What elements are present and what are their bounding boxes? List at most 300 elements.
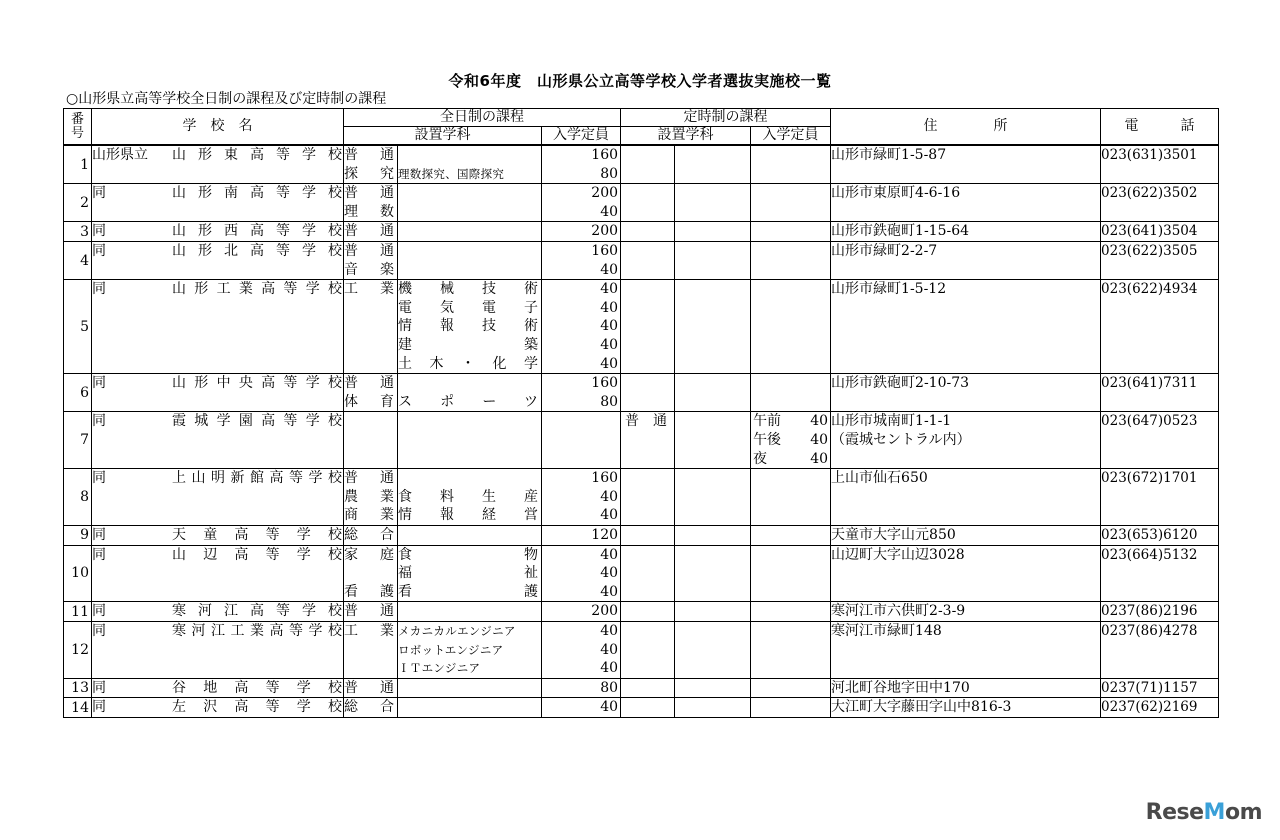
- fulltime-subdept-cell: [398, 184, 542, 222]
- school-title: 谷地高等学校: [172, 679, 342, 696]
- header-fulltime-cap: 入学定員: [542, 127, 621, 146]
- fulltime-subdept-cell: [398, 145, 542, 184]
- parttime-dept-cell: [621, 678, 675, 698]
- school-name-cell: [92, 145, 344, 184]
- phone-cell: [1101, 280, 1219, 374]
- fulltime-dept: 普 通: [344, 223, 394, 240]
- fulltime-capacity-cell: [542, 525, 621, 545]
- table-row: [64, 678, 1219, 698]
- school-name: [92, 602, 343, 621]
- fulltime-subdept: 食料生産: [398, 488, 538, 505]
- fulltime-dept-cell: [344, 412, 398, 469]
- table-row: [64, 621, 1219, 678]
- parttime-dept-cell: [621, 621, 675, 678]
- fulltime-subdept: 機械技術: [398, 281, 538, 298]
- fulltime-dept: 普 通: [344, 242, 394, 259]
- fulltime-subdept-cell: [398, 469, 542, 526]
- parttime-capacity: [751, 431, 830, 450]
- address-cell: [831, 280, 1101, 374]
- address-line: 山辺町大字山辺3028: [831, 546, 965, 563]
- fulltime-subdept: [398, 412, 541, 431]
- fulltime-subdept: [398, 374, 541, 393]
- fulltime-subdept: [398, 184, 541, 203]
- fulltime-capacity-cell: [542, 678, 621, 698]
- school-title: 山形北高等学校: [172, 242, 342, 259]
- address-line: 山形市緑町2-2-7: [831, 242, 938, 259]
- fulltime-subdept-cell: [398, 280, 542, 374]
- parttime-dept-cell: [621, 545, 675, 602]
- fulltime-capacity-cell: [542, 602, 621, 622]
- fulltime-dept: 総 合: [344, 699, 394, 716]
- phone-cell: [1101, 525, 1219, 545]
- parttime-subdept-cell: [675, 241, 751, 279]
- school-title: 山辺高等学校: [172, 546, 342, 563]
- row-number: 11: [64, 602, 92, 622]
- fulltime-dept-cell: [344, 621, 398, 678]
- parttime-capacity-cell: [751, 280, 831, 374]
- fulltime-subdept: [398, 602, 541, 621]
- fulltime-subdept-cell: [398, 698, 542, 718]
- school-title: 寒河江高等学校: [172, 603, 342, 620]
- fulltime-subdept: [398, 261, 541, 280]
- fulltime-dept-cell: [344, 678, 398, 698]
- fulltime-capacity: [542, 431, 618, 450]
- fulltime-capacity: [542, 412, 618, 431]
- header-fulltime: 全日制の課程: [344, 109, 621, 127]
- fulltime-subdept: 建築: [398, 336, 538, 353]
- address-line: 河北町谷地字田中170: [831, 679, 970, 696]
- parttime-capacity-cell: [751, 545, 831, 602]
- phone-number: 023(622)4934: [1101, 281, 1198, 298]
- fulltime-dept: 理 数: [344, 203, 394, 220]
- fulltime-subdept-cell: [398, 374, 542, 412]
- table-row: [64, 545, 1219, 602]
- fulltime-subdept: [398, 222, 541, 241]
- fulltime-subdept-cell: [398, 525, 542, 545]
- parttime-subdept-cell: [675, 545, 751, 602]
- fulltime-subdept: 理数探究、国際探究: [398, 166, 505, 181]
- school-prefecture: 同: [92, 546, 106, 563]
- fulltime-dept: 総 合: [344, 526, 394, 543]
- fulltime-dept-cell: [344, 222, 398, 242]
- fulltime-capacity: 200: [591, 223, 619, 240]
- resemom-logo: ReseMom: [1145, 800, 1262, 825]
- address-cell: [831, 184, 1101, 222]
- school-name-cell: [92, 698, 344, 718]
- fulltime-dept-cell: [344, 241, 398, 279]
- fulltime-dept: [344, 299, 397, 318]
- fulltime-capacity-cell: [542, 280, 621, 374]
- school-prefecture: 同: [92, 242, 106, 259]
- fulltime-capacity: 40: [600, 546, 619, 563]
- school-prefecture: 同: [92, 413, 106, 430]
- phone-cell: [1101, 222, 1219, 242]
- fulltime-dept-cell: [344, 469, 398, 526]
- phone-number: 023(641)7311: [1101, 375, 1198, 392]
- fulltime-capacity: 40: [600, 565, 619, 582]
- parttime-capacity-cell: [751, 525, 831, 545]
- fulltime-dept: [344, 564, 397, 583]
- address-line: 上山市仙石650: [831, 470, 928, 487]
- phone-cell: [1101, 545, 1219, 602]
- parttime-capacity-cell: [751, 145, 831, 184]
- school-prefecture: 同: [92, 526, 106, 543]
- address-line: 天童市大字山元850: [831, 526, 956, 543]
- fulltime-capacity: 120: [591, 526, 619, 543]
- parttime-subdept-cell: [675, 145, 751, 184]
- phone-cell: [1101, 145, 1219, 184]
- school-name: [92, 184, 343, 203]
- fulltime-capacity: 40: [600, 641, 619, 658]
- fulltime-dept-cell: [344, 525, 398, 545]
- parttime-dept-cell: [621, 222, 675, 242]
- row-number: 7: [64, 412, 92, 469]
- table-row: [64, 525, 1219, 545]
- school-prefecture: 同: [92, 622, 106, 639]
- parttime-capacity-cell: [751, 621, 831, 678]
- school-name-cell: [92, 525, 344, 545]
- fulltime-subdept: 電気電子: [398, 299, 538, 316]
- fulltime-subdept: 福祉: [398, 565, 538, 582]
- fulltime-capacity: 160: [591, 470, 619, 487]
- fulltime-capacity: 80: [600, 393, 619, 410]
- fulltime-subdept: ロボットエンジニア: [398, 642, 504, 657]
- school-name-cell: [92, 184, 344, 222]
- address-line: 山形市鉄砲町1-15-64: [831, 223, 970, 240]
- address-cell: [831, 469, 1101, 526]
- school-name-cell: [92, 412, 344, 469]
- fulltime-capacity-cell: [542, 698, 621, 718]
- fulltime-capacity: 80: [600, 165, 619, 182]
- table-row: [64, 241, 1219, 279]
- fulltime-capacity: 40: [600, 299, 619, 316]
- fulltime-dept: 探 究: [344, 165, 394, 182]
- parttime-dept-cell: [621, 698, 675, 718]
- school-name-cell: [92, 374, 344, 412]
- fulltime-capacity-cell: [542, 145, 621, 184]
- school-title: 山形南高等学校: [172, 185, 342, 202]
- school-title: 寒河江工業高等学校: [172, 622, 342, 639]
- fulltime-dept: 普 通: [344, 375, 394, 392]
- parttime-capacity: [751, 412, 830, 431]
- parttime-dept-cell: [621, 374, 675, 412]
- school-prefecture: 同: [92, 375, 106, 392]
- fulltime-capacity: 40: [600, 488, 619, 505]
- fulltime-dept: [344, 412, 397, 431]
- phone-number: 0237(71)1157: [1101, 679, 1198, 696]
- school-name: [92, 679, 343, 698]
- fulltime-capacity: 80: [600, 679, 619, 696]
- fulltime-capacity: 40: [600, 507, 619, 524]
- fulltime-dept: [344, 450, 397, 469]
- fulltime-subdept: [398, 242, 541, 261]
- address-line: 山形市緑町1-5-87: [831, 147, 947, 163]
- parttime-dept-cell: [621, 184, 675, 222]
- parttime-dept-cell: [621, 241, 675, 279]
- school-title: 左沢高等学校: [172, 699, 342, 716]
- parttime-capacity-cell: [751, 241, 831, 279]
- fulltime-subdept: [398, 450, 541, 469]
- school-name: [92, 222, 343, 241]
- fulltime-dept: 家 庭: [344, 546, 394, 563]
- school-name: [92, 622, 343, 641]
- fulltime-capacity: [542, 450, 618, 469]
- fulltime-dept-cell: [344, 280, 398, 374]
- parttime-subdept-cell: [675, 602, 751, 622]
- parttime-capacity-cell: [751, 412, 831, 469]
- header-parttime: 定時制の課程: [621, 109, 831, 127]
- fulltime-subdept: 情報経営: [398, 507, 538, 524]
- address-line: 山形市城南町1-1-1: [831, 413, 952, 430]
- fulltime-capacity: 40: [600, 318, 619, 335]
- fulltime-dept: 体 育: [344, 393, 394, 410]
- row-number: 13: [64, 678, 92, 698]
- fulltime-subdept: [398, 698, 541, 717]
- parttime-session-capacity: 40: [810, 413, 829, 430]
- school-prefecture: 同: [92, 223, 106, 240]
- fulltime-subdept: [398, 146, 541, 165]
- parttime-capacity: [751, 450, 830, 469]
- table-row: [64, 469, 1219, 526]
- header-address: 住 所: [831, 109, 1101, 146]
- address-cell: [831, 525, 1101, 545]
- fulltime-dept: [344, 431, 397, 450]
- school-name-cell: [92, 678, 344, 698]
- parttime-session-capacity: 40: [810, 450, 829, 467]
- fulltime-subdept: 食物: [398, 546, 538, 563]
- fulltime-capacity-cell: [542, 184, 621, 222]
- fulltime-dept-cell: [344, 374, 398, 412]
- row-number: 12: [64, 621, 92, 678]
- fulltime-dept: 工 業: [344, 281, 394, 298]
- parttime-dept-cell: [621, 525, 675, 545]
- row-number: 10: [64, 545, 92, 602]
- fulltime-capacity: 40: [600, 281, 619, 298]
- school-name: [92, 412, 343, 431]
- school-prefecture: 同: [92, 185, 106, 202]
- phone-number: 0237(86)2196: [1101, 603, 1198, 620]
- parttime-dept: 普 通: [625, 413, 668, 430]
- header-parttime-cap: 入学定員: [751, 127, 831, 146]
- phone-number: 023(622)3505: [1101, 242, 1198, 259]
- fulltime-subdept: [398, 431, 541, 450]
- parttime-subdept-cell: [675, 280, 751, 374]
- parttime-subdept-cell: [675, 222, 751, 242]
- parttime-capacity-cell: [751, 469, 831, 526]
- table-row: [64, 602, 1219, 622]
- parttime-session-capacity: 40: [810, 431, 829, 448]
- parttime-dept-cell: [621, 602, 675, 622]
- parttime-capacity-cell: [751, 222, 831, 242]
- table-row: [64, 222, 1219, 242]
- phone-cell: [1101, 241, 1219, 279]
- header-parttime-dept: 設置学科: [621, 127, 751, 146]
- fulltime-capacity: 160: [591, 375, 619, 392]
- fulltime-subdept-cell: [398, 602, 542, 622]
- parttime-capacity-cell: [751, 678, 831, 698]
- table-row: [64, 145, 1219, 184]
- table-row: [64, 280, 1219, 374]
- row-number: 9: [64, 525, 92, 545]
- address-cell: [831, 412, 1101, 469]
- fulltime-dept: 音 楽: [344, 261, 394, 278]
- address-line: （霞城セントラル内）: [831, 431, 971, 448]
- header-school: 学 校 名: [92, 109, 344, 146]
- school-name-cell: [92, 241, 344, 279]
- fulltime-subdept-cell: [398, 545, 542, 602]
- phone-number: 023(672)1701: [1101, 470, 1198, 487]
- parttime-subdept-cell: [675, 412, 751, 469]
- fulltime-subdept-cell: [398, 412, 542, 469]
- address-cell: [831, 678, 1101, 698]
- table-header: [64, 109, 1219, 146]
- fulltime-subdept: 情報技術: [398, 318, 538, 335]
- row-number: 1: [64, 145, 92, 184]
- header-number: 番 号: [64, 109, 92, 146]
- phone-number: 023(631)3501: [1101, 147, 1198, 163]
- address-line: 大江町大字藤田字山中816-3: [831, 699, 1012, 716]
- school-name-cell: [92, 280, 344, 374]
- fulltime-dept-cell: [344, 698, 398, 718]
- row-number: 3: [64, 222, 92, 242]
- fulltime-capacity-cell: [542, 621, 621, 678]
- fulltime-capacity-cell: [542, 469, 621, 526]
- header-phone: 電 話: [1101, 109, 1219, 146]
- fulltime-dept: 看 護: [344, 583, 394, 600]
- fulltime-capacity: 40: [600, 660, 619, 677]
- phone-number: 023(622)3502: [1101, 185, 1198, 202]
- school-name: [92, 374, 343, 393]
- row-number: 6: [64, 374, 92, 412]
- fulltime-dept-cell: [344, 545, 398, 602]
- parttime-capacity-cell: [751, 374, 831, 412]
- phone-number: 0237(62)2169: [1101, 699, 1198, 716]
- fulltime-capacity: 160: [591, 242, 619, 259]
- school-name-cell: [92, 222, 344, 242]
- address-cell: [831, 374, 1101, 412]
- phone-cell: [1101, 469, 1219, 526]
- school-title: 上山明新館高等学校: [172, 470, 342, 487]
- school-prefecture: 山形県立: [92, 147, 148, 163]
- parttime-subdept-cell: [675, 469, 751, 526]
- fulltime-subdept: スポーツ: [398, 393, 538, 410]
- school-name: [92, 526, 343, 545]
- fulltime-dept: [344, 355, 397, 374]
- fulltime-subdept: メカニカルエンジニア: [398, 623, 516, 638]
- fulltime-subdept-cell: [398, 621, 542, 678]
- school-prefecture: 同: [92, 699, 106, 716]
- row-number: 5: [64, 280, 92, 374]
- phone-number: 023(664)5132: [1101, 546, 1198, 563]
- fulltime-dept: 普 通: [344, 679, 394, 696]
- phone-number: 0237(86)4278: [1101, 622, 1198, 639]
- phone-cell: [1101, 412, 1219, 469]
- row-number: 14: [64, 698, 92, 718]
- row-number: 8: [64, 469, 92, 526]
- school-prefecture: 同: [92, 281, 106, 298]
- table-row: [64, 184, 1219, 222]
- parttime-subdept-cell: [675, 698, 751, 718]
- fulltime-capacity: 200: [591, 603, 619, 620]
- school-table: [63, 108, 1219, 718]
- parttime-subdept-cell: [675, 525, 751, 545]
- fulltime-capacity: 40: [600, 203, 619, 220]
- fulltime-capacity-cell: [542, 222, 621, 242]
- fulltime-subdept: [398, 526, 541, 545]
- school-title: 山形中央高等学校: [172, 375, 342, 392]
- row-number: 2: [64, 184, 92, 222]
- fulltime-dept: 普 通: [344, 147, 394, 163]
- table-row: [64, 698, 1219, 718]
- address-line: 寒河江市緑町148: [831, 622, 942, 639]
- phone-cell: [1101, 184, 1219, 222]
- fulltime-dept: 農 業: [344, 488, 394, 505]
- fulltime-subdept-cell: [398, 241, 542, 279]
- fulltime-subdept-cell: [398, 678, 542, 698]
- parttime-capacity-cell: [751, 698, 831, 718]
- table-body: [64, 145, 1219, 717]
- phone-cell: [1101, 678, 1219, 698]
- address-cell: [831, 145, 1101, 184]
- fulltime-subdept: ＩＴエンジニア: [398, 661, 481, 676]
- row-number: 4: [64, 241, 92, 279]
- phone-number: 023(647)0523: [1101, 413, 1198, 430]
- address-line: 寒河江市六供町2-3-9: [831, 603, 966, 620]
- fulltime-capacity-cell: [542, 241, 621, 279]
- fulltime-dept-cell: [344, 145, 398, 184]
- fulltime-subdept: [398, 469, 541, 488]
- page-title: 令和6年度 山形県公立高等学校入学者選抜実施校一覧: [448, 72, 832, 90]
- school-title: 山形西高等学校: [172, 223, 342, 240]
- school-name: [92, 698, 343, 717]
- parttime-session: 午後: [753, 431, 782, 448]
- fulltime-capacity: 40: [600, 583, 619, 600]
- school-name: [92, 146, 343, 165]
- fulltime-capacity: 200: [591, 185, 619, 202]
- fulltime-capacity-cell: [542, 545, 621, 602]
- parttime-session: 夜: [753, 450, 768, 467]
- fulltime-capacity: 40: [600, 355, 619, 372]
- fulltime-capacity: 40: [600, 622, 619, 639]
- school-name-cell: [92, 602, 344, 622]
- school-title: 天童高等学校: [172, 526, 342, 543]
- parttime-dept-cell: [621, 412, 675, 469]
- phone-cell: [1101, 374, 1219, 412]
- school-prefecture: 同: [92, 603, 106, 620]
- phone-cell: [1101, 621, 1219, 678]
- fulltime-dept: 普 通: [344, 470, 394, 487]
- section-subtitle: ○山形県立高等学校全日制の課程及び定時制の課程: [66, 91, 387, 107]
- phone-cell: [1101, 602, 1219, 622]
- fulltime-dept: [344, 317, 397, 336]
- fulltime-dept: [344, 336, 397, 355]
- school-name: [92, 469, 343, 488]
- parttime-capacity-cell: [751, 184, 831, 222]
- fulltime-dept: 工 業: [344, 622, 394, 639]
- parttime-session: 午前: [753, 413, 782, 430]
- school-name-cell: [92, 621, 344, 678]
- parttime-dept-cell: [621, 469, 675, 526]
- address-cell: [831, 602, 1101, 622]
- address-line: 山形市緑町1-5-12: [831, 281, 947, 298]
- phone-number: 023(653)6120: [1101, 526, 1198, 543]
- fulltime-capacity: 160: [591, 147, 619, 163]
- parttime-subdept-cell: [675, 374, 751, 412]
- school-title: 山形東高等学校: [172, 147, 342, 163]
- phone-cell: [1101, 698, 1219, 718]
- address-cell: [831, 241, 1101, 279]
- school-prefecture: 同: [92, 470, 106, 487]
